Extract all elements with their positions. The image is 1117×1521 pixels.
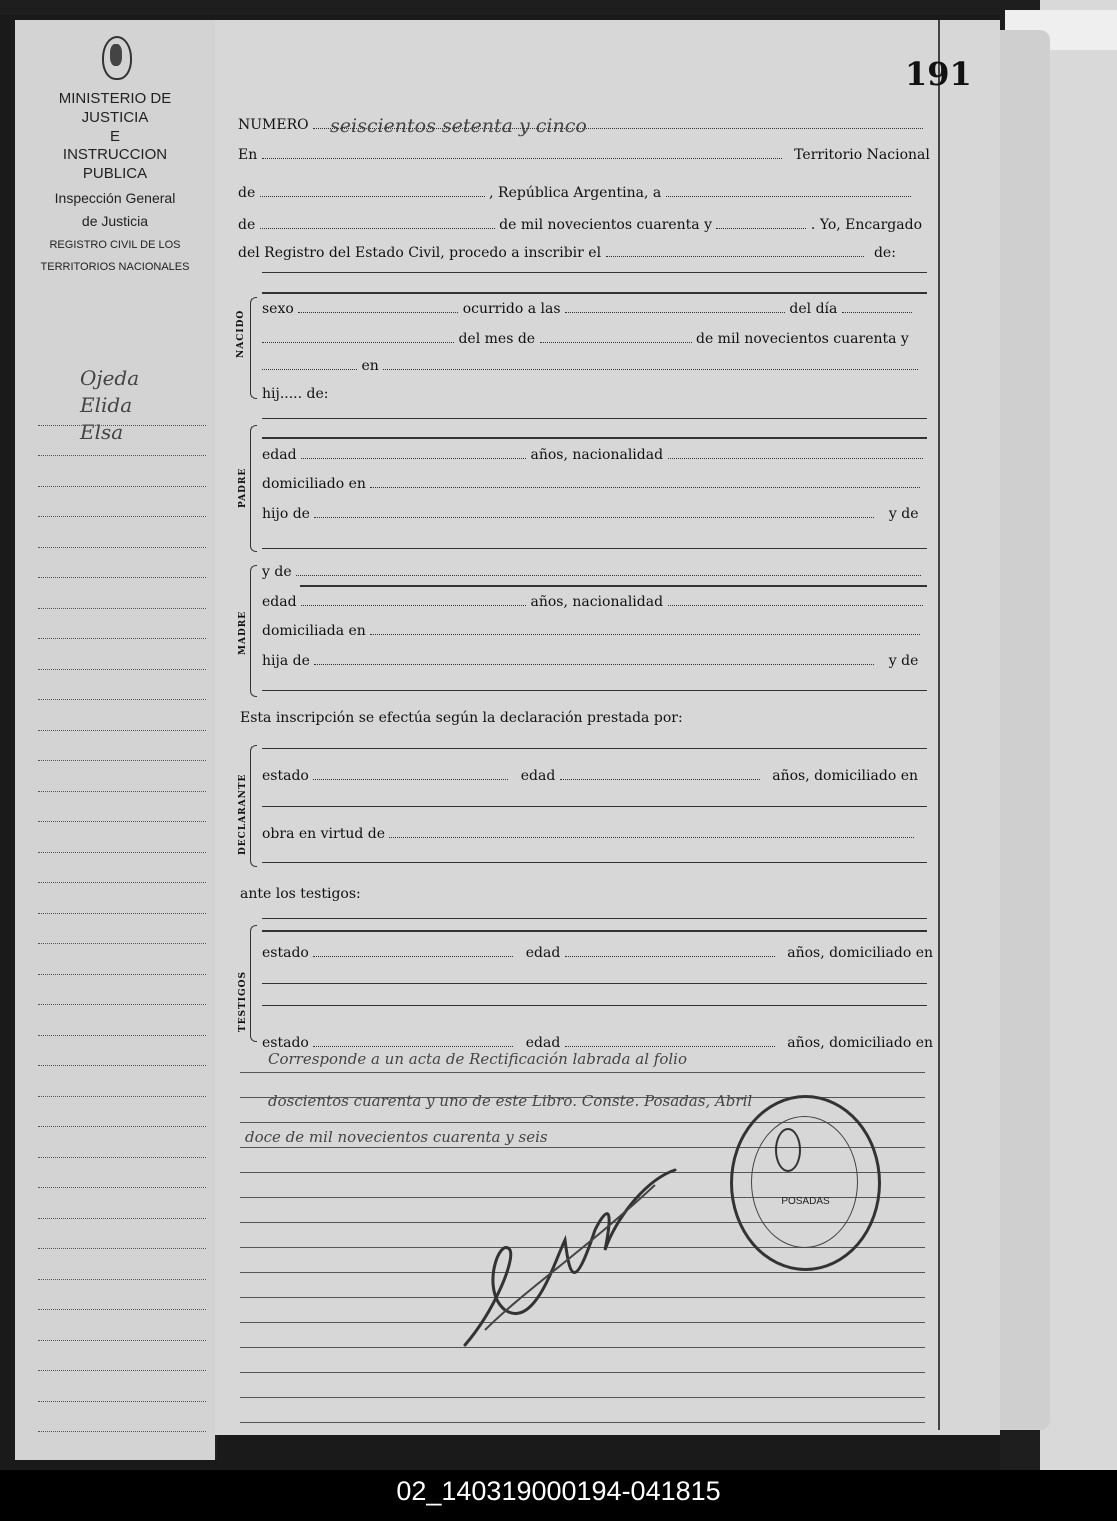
label: y de xyxy=(888,506,919,522)
footer-bar xyxy=(0,1470,1117,1521)
label: de mil novecientos cuarenta y xyxy=(499,217,713,233)
section-label-nacido: NACIDO xyxy=(236,309,246,358)
en-row xyxy=(238,147,930,163)
label: del mes de xyxy=(458,331,536,347)
field[interactable] xyxy=(842,301,912,313)
en-birth-row xyxy=(262,358,918,374)
field[interactable] xyxy=(262,331,454,343)
margin-rule-line xyxy=(38,1097,206,1128)
field[interactable] xyxy=(383,358,918,370)
background-right xyxy=(1040,0,1117,1470)
field[interactable] xyxy=(301,447,526,459)
padre-edad-row xyxy=(262,447,923,463)
margin-rule-line xyxy=(38,792,206,823)
rule xyxy=(262,862,927,863)
margin-rule-line xyxy=(38,670,206,701)
label: hija de xyxy=(262,653,310,669)
label: y de xyxy=(262,564,292,580)
label: edad xyxy=(525,945,561,961)
label: ante los testigos: xyxy=(240,886,361,902)
label: en xyxy=(361,358,379,374)
field[interactable] xyxy=(313,945,513,957)
rule xyxy=(262,418,927,419)
hij-row xyxy=(262,386,329,402)
page-number: 191 xyxy=(905,55,972,93)
field[interactable] xyxy=(389,826,914,838)
field[interactable] xyxy=(314,653,874,665)
seal-inner-ring xyxy=(751,1116,858,1248)
brace xyxy=(250,297,257,399)
label: hijo de xyxy=(262,506,310,522)
madre-domicilio-row xyxy=(262,623,920,639)
ministry-line: Inspección General xyxy=(54,189,176,206)
document-id: 02_140319000194-041815 xyxy=(396,1476,721,1506)
margin-rule-line xyxy=(38,1280,206,1311)
madre-hija-row xyxy=(262,653,918,669)
brace xyxy=(250,925,257,1042)
rule xyxy=(262,272,927,273)
section-label-declarante: DECLARANTE xyxy=(238,773,248,855)
testigos-row xyxy=(240,886,361,902)
madre-edad-row xyxy=(262,594,923,610)
field[interactable] xyxy=(314,506,874,518)
field[interactable] xyxy=(565,1035,775,1047)
margin-rule-line xyxy=(38,1005,206,1036)
ministry-line: REGISTRO CIVIL DE LOS xyxy=(49,238,181,251)
ministry-line: MINISTERIO DE JUSTICIA xyxy=(58,90,172,126)
declarante-estado-row xyxy=(262,768,918,784)
field[interactable] xyxy=(260,185,485,197)
margin-rule-line xyxy=(38,456,206,487)
field[interactable] xyxy=(260,217,495,229)
madre-yde-row xyxy=(262,564,921,580)
rule xyxy=(262,983,927,984)
brace xyxy=(250,425,257,552)
declarante-obra-row xyxy=(262,826,914,842)
testigo1-row xyxy=(262,945,933,961)
rule xyxy=(262,690,927,691)
margin-rule-line xyxy=(38,1188,206,1219)
margin-rule-line xyxy=(38,487,206,518)
field[interactable] xyxy=(313,768,508,780)
signature xyxy=(455,1140,695,1360)
numero-label: NUMERO xyxy=(238,117,309,133)
margin-rule-line xyxy=(38,548,206,579)
annotation-line: Corresponde a un acta de Rectificación labrada al folio xyxy=(268,1050,687,1068)
margin-rule-line xyxy=(38,517,206,548)
label: sexo xyxy=(262,301,294,317)
ministry-header xyxy=(30,90,200,274)
sexo-row xyxy=(262,301,912,317)
margin-rule-line xyxy=(38,609,206,640)
official-seal xyxy=(730,1095,881,1271)
margin-rule-line xyxy=(38,822,206,853)
label: edad xyxy=(262,594,297,610)
field[interactable] xyxy=(565,301,785,313)
label: estado xyxy=(262,945,309,961)
rule xyxy=(262,437,927,439)
margin-rule-line xyxy=(38,1402,206,1433)
label: años, nacionalidad xyxy=(530,594,664,610)
label: edad xyxy=(520,768,556,784)
field[interactable] xyxy=(296,564,921,576)
field[interactable] xyxy=(666,185,911,197)
annotation-line: doscientos cuarenta y uno de este Libro. Conste. Posadas, Abril xyxy=(268,1092,753,1110)
field[interactable] xyxy=(668,447,923,459)
margin-ruled-lines xyxy=(38,395,206,1432)
margin-rule-line xyxy=(38,914,206,945)
field[interactable] xyxy=(606,245,864,257)
ministry-line: TERRITORIOS NACIONALES xyxy=(40,260,190,273)
margin-rule-line xyxy=(38,761,206,792)
annotation-line: doce de mil novecientos cuarenta y seis xyxy=(245,1128,548,1146)
padre-domicilio-row xyxy=(262,476,920,492)
section-label-padre: PADRE xyxy=(238,467,248,508)
label: de mil novecientos cuarenta y xyxy=(695,331,909,347)
ministry-line: E xyxy=(109,127,120,145)
padre-hijo-row xyxy=(262,506,918,522)
margin-rule xyxy=(938,20,940,1430)
margin-rule-line xyxy=(38,1158,206,1189)
field[interactable] xyxy=(313,1035,513,1047)
year-row xyxy=(238,217,922,233)
margin-rule-line xyxy=(38,731,206,762)
margin-rule-line xyxy=(38,1066,206,1097)
label: obra en virtud de xyxy=(262,826,386,842)
rule xyxy=(300,585,927,587)
field[interactable] xyxy=(716,217,806,229)
date-row xyxy=(238,185,911,201)
margin-rule-line xyxy=(38,1249,206,1280)
label: de xyxy=(238,185,256,201)
section-label-testigos: TESTIGOS xyxy=(238,971,248,1032)
margin-rule-line xyxy=(38,1371,206,1402)
seal-emblem-icon xyxy=(775,1128,801,1172)
label: En xyxy=(238,147,258,163)
field[interactable] xyxy=(668,594,923,606)
ministry-line: de Justicia xyxy=(81,213,149,230)
label: estado xyxy=(262,768,309,784)
numero-handwritten: seiscientos setenta y cinco xyxy=(330,115,587,137)
margin-rule-line xyxy=(38,975,206,1006)
field[interactable] xyxy=(262,358,357,370)
label: domiciliada en xyxy=(262,623,366,639)
field[interactable] xyxy=(370,476,920,488)
brace xyxy=(250,565,257,697)
inscripcion-row xyxy=(240,710,683,726)
field[interactable] xyxy=(370,623,920,635)
label: años, nacionalidad xyxy=(530,447,664,463)
margin-rule-line xyxy=(38,426,206,457)
margin-rule-line xyxy=(38,1219,206,1250)
margin-rule-line xyxy=(38,578,206,609)
margin-rule-line xyxy=(38,853,206,884)
section-label-madre: MADRE xyxy=(238,610,248,655)
rule-line xyxy=(240,1373,925,1398)
rule xyxy=(262,1005,927,1006)
margin-rule-line xyxy=(38,700,206,731)
field[interactable] xyxy=(301,594,526,606)
rule xyxy=(262,748,927,749)
margin-name: Ojeda xyxy=(80,366,140,390)
label: edad xyxy=(262,447,297,463)
label: . Yo, Encargado xyxy=(810,217,922,233)
label: de xyxy=(238,217,256,233)
label: estado xyxy=(262,1035,309,1051)
label: del Registro del Estado Civil, procedo a inscribir el xyxy=(238,245,602,261)
label: años, domiciliado en xyxy=(787,1035,934,1051)
margin-rule-line xyxy=(38,883,206,914)
seal-text: POSADAS xyxy=(781,1196,830,1207)
field[interactable] xyxy=(298,301,458,313)
brace xyxy=(250,745,257,867)
label: años, domiciliado en xyxy=(772,768,919,784)
label: ocurrido a las xyxy=(462,301,561,317)
field[interactable] xyxy=(565,945,775,957)
field[interactable] xyxy=(540,331,692,343)
coat-of-arms-icon xyxy=(102,36,132,80)
label: y de xyxy=(888,653,919,669)
label: hij..... de: xyxy=(262,386,329,402)
label: de: xyxy=(873,245,896,261)
label: años, domiciliado en xyxy=(787,945,934,961)
margin-rule-line xyxy=(38,1036,206,1067)
ministry-line: INSTRUCCION PUBLICA xyxy=(62,146,168,182)
label: Esta inscripción se efectúa según la declaración prestada por: xyxy=(240,710,683,726)
label: domiciliado en xyxy=(262,476,366,492)
margin-rule-line xyxy=(38,639,206,670)
margin-rule-line xyxy=(38,1127,206,1158)
margin-rule-line xyxy=(38,944,206,975)
rule xyxy=(262,292,927,294)
label: edad xyxy=(525,1035,561,1051)
mes-row xyxy=(262,331,909,347)
rule-line xyxy=(240,1398,925,1423)
label: , República Argentina, a xyxy=(489,185,662,201)
margin-name: Elida xyxy=(80,393,133,417)
field[interactable] xyxy=(560,768,760,780)
rule xyxy=(262,806,927,807)
rule xyxy=(262,930,927,932)
place-field[interactable] xyxy=(262,147,782,159)
margin-name: Elsa xyxy=(80,420,124,444)
margin-rule-line xyxy=(38,1310,206,1341)
rule xyxy=(262,918,927,919)
registro-row xyxy=(238,245,896,261)
label: del día xyxy=(789,301,838,317)
margin-rule-line xyxy=(38,1341,206,1372)
label: Territorio Nacional xyxy=(794,147,930,163)
rule xyxy=(262,548,927,549)
margin-rule-line xyxy=(38,395,206,426)
